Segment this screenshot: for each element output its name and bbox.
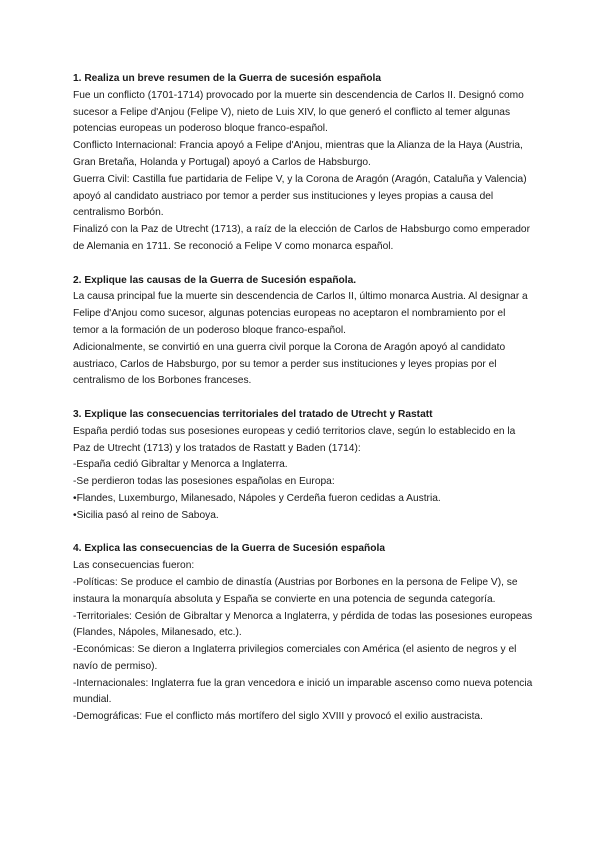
section-3 [73,407,533,525]
section-1 [73,71,533,256]
section-heading: 2. Explique las causas de la Guerra de Sucesión española. [73,274,357,286]
paragraph: Finalizó con la Paz de Utrecht (1713), a raíz de la elección de Carlos de Habsburgo como emperador de Alemania en 1711. Se reconoció a Felipe V como monarca español. [73,224,530,252]
paragraph: Adicionalmente, se convirtió en una guerra civil porque la Corona de Aragón apoyó al candidato austriaco, Carlos de Habsburgo, por su temor a perder sus instituciones y leyes propias por el centralismo de los Borbones franceses. [73,341,506,387]
section-heading: 3. Explique las consecuencias territoriales del tratado de Utrecht y Rastatt [73,408,433,420]
paragraph: Conflicto Internacional: Francia apoyó a Felipe d'Anjou, mientras que la Alianza de la Haya (Austria, Gran Bretaña, Holanda y Portugal) apoyó a Carlos de Habsburgo. [73,140,523,168]
list-item: -Internacionales: Inglaterra fue la gran vencedora e inició un imparable ascenso como nueva potencia mundial. [73,677,533,706]
section-heading: 1. Realiza un breve resumen de la Guerra de sucesión española [73,73,382,84]
list-item: -Económicas: Se dieron a Inglaterra privilegios comerciales con América (el asiento de negros y el navío de permiso). [73,644,517,672]
paragraph: Las consecuencias fueron: [73,560,195,572]
list-item: -Se perdieron todas las posesiones españolas en Europa: [73,476,335,488]
paragraph: Fue un conflicto (1701-1714) provocado por la muerte sin descendencia de Carlos II. Designó como sucesor a Felipe d'Anjou (Felipe V), nieto de Luis XIV, lo que generó el conflicto al temer algunas potencias europeas un poderoso bloque franco-español. [73,89,524,135]
section-2 [73,273,533,391]
section-4 [73,541,533,726]
list-item: •Flandes, Luxemburgo, Milanesado, Nápoles y Cerdeña fueron cedidas a Austria. [73,492,441,504]
list-item: -Demográficas: Fue el conflicto más mortífero del siglo XVIII y provocó el exilio austracista. [73,711,483,723]
paragraph: Guerra Civil: Castilla fue partidaria de Felipe V, y la Corona de Aragón (Aragón, Cataluña y Valencia) apoyó al candidato austriaco por temor a perder sus instituciones y leyes propias a causa del centralismo Borbón. [73,173,527,219]
paragraph: La causa principal fue la muerte sin descendencia de Carlos II, último monarca Austria. Al designar a Felipe d'Anjou como sucesor, algunas potencias europeas no aceptaron el nombramiento por el temor a la formación de un poderoso bloque franco-español. [73,291,528,336]
document-content [73,71,533,743]
section-heading: 4. Explica las consecuencias de la Guerra de Sucesión española [73,543,385,555]
list-item: -Políticas: Se produce el cambio de dinastía (Austrias por Borbones en la persona de Felipe V), se instaura la monarquía absoluta y España se convierte en una potencia de segunda categoría. [73,576,518,605]
list-item: -Territoriales: Cesión de Gibraltar y Menorca a Inglaterra, y pérdida de todas las posesiones europeas (Flandes, Nápoles, Milanesado, etc.). [73,610,533,639]
list-item: •Sicilia pasó al reino de Saboya. [73,509,219,521]
list-item: -España cedió Gibraltar y Menorca a Inglaterra. [73,459,288,471]
paragraph: España perdió todas sus posesiones europeas y cedió territorios clave, según lo establecido en la Paz de Utrecht (1713) y los tratados de Rastatt y Baden (1714): [73,425,516,454]
